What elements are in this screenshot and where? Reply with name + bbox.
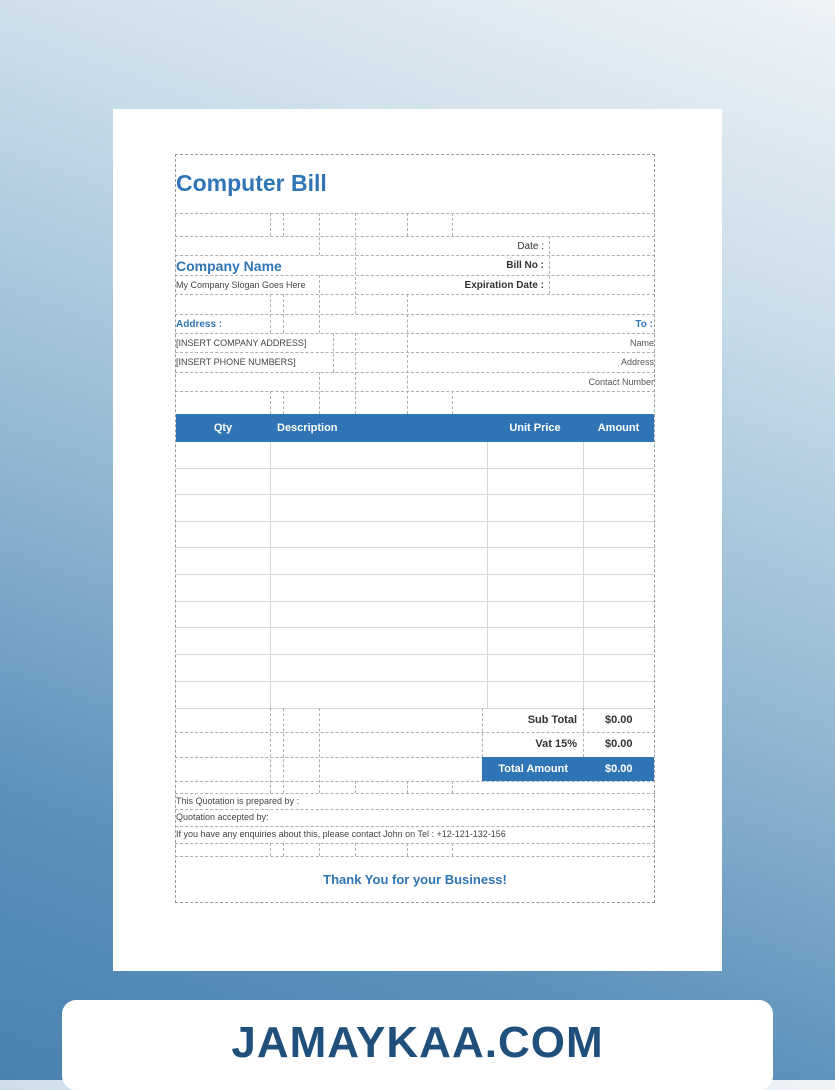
grid-line bbox=[175, 826, 655, 827]
grid-line bbox=[283, 391, 284, 414]
grid-line bbox=[175, 275, 655, 276]
grid-line bbox=[175, 781, 655, 782]
sub-total-value: $0.00 bbox=[605, 714, 633, 726]
phone-numbers: [INSERT PHONE NUMBERS] bbox=[176, 357, 296, 367]
grid-line bbox=[355, 333, 356, 414]
grid-line bbox=[283, 708, 284, 793]
grid-line bbox=[407, 781, 408, 793]
expiration-date-label: Expiration Date : bbox=[464, 280, 544, 291]
grid-line bbox=[283, 294, 284, 333]
thank-you-message: Thank You for your Business! bbox=[323, 872, 507, 887]
grid-line bbox=[549, 236, 550, 294]
brand-logo-text: JAMAYKAA.COM bbox=[231, 1018, 604, 1067]
grid-line bbox=[319, 843, 320, 856]
grid-line bbox=[270, 708, 271, 793]
total-amount-label: Total Amount bbox=[498, 763, 568, 775]
grid-line bbox=[407, 294, 408, 414]
accepted-by-line: Quotation accepted by: bbox=[176, 812, 269, 822]
grid-line bbox=[583, 708, 584, 757]
grid-line bbox=[270, 294, 271, 333]
description-header: Description bbox=[277, 422, 338, 434]
grid-line bbox=[283, 843, 284, 856]
company-slogan: My Company Slogan Goes Here bbox=[176, 280, 306, 290]
vat-value: $0.00 bbox=[605, 738, 633, 750]
grid-line bbox=[175, 314, 655, 315]
grid-line bbox=[175, 352, 655, 353]
recipient-contact: Contact Number bbox=[588, 377, 654, 387]
grid-line bbox=[452, 843, 453, 856]
grid-line bbox=[270, 843, 271, 856]
date-label: Date : bbox=[517, 241, 544, 252]
company-name: Company Name bbox=[176, 258, 282, 274]
grid-line bbox=[452, 391, 453, 414]
enquiries-line: If you have any enquiries about this, please contact John on Tel : +12-121-132-156 bbox=[176, 829, 506, 839]
items-table-header bbox=[176, 414, 654, 442]
grid-line bbox=[175, 856, 655, 857]
bill-title: Computer Bill bbox=[176, 170, 327, 196]
recipient-address: Address bbox=[620, 357, 654, 367]
grid-line bbox=[355, 781, 356, 793]
amount-header: Amount bbox=[597, 422, 640, 434]
qty-header: Qty bbox=[213, 422, 233, 434]
to-label: To : bbox=[635, 319, 653, 330]
grid-line bbox=[175, 255, 655, 256]
grid-line bbox=[270, 391, 271, 414]
grid-line bbox=[319, 275, 320, 333]
table-column-line bbox=[270, 442, 271, 708]
grid-line bbox=[175, 333, 655, 334]
grid-line bbox=[452, 213, 453, 236]
grid-line bbox=[319, 213, 320, 255]
grid-line bbox=[175, 843, 655, 844]
table-column-line bbox=[583, 442, 584, 708]
grid-line bbox=[270, 213, 271, 236]
grid-line bbox=[175, 236, 655, 237]
bill-no-label: Bill No : bbox=[506, 260, 544, 271]
unit-price-header: Unit Price bbox=[509, 422, 561, 434]
grid-line bbox=[452, 781, 453, 793]
grid-line bbox=[175, 809, 655, 810]
grid-line bbox=[175, 793, 655, 794]
grid-line bbox=[355, 213, 356, 314]
grid-line bbox=[175, 391, 655, 392]
grid-line bbox=[333, 333, 334, 372]
watermark-banner bbox=[62, 1000, 773, 1090]
prepared-by-line: This Quotation is prepared by : bbox=[176, 796, 300, 806]
address-label: Address : bbox=[176, 319, 223, 330]
grid-line bbox=[355, 843, 356, 856]
total-amount-value: $0.00 bbox=[605, 763, 633, 775]
grid-line bbox=[175, 213, 655, 214]
grid-line bbox=[175, 294, 655, 295]
grid-line bbox=[407, 213, 408, 236]
grid-line bbox=[319, 708, 320, 793]
grid-line bbox=[407, 843, 408, 856]
company-address: [INSERT COMPANY ADDRESS] bbox=[176, 338, 307, 348]
grid-line bbox=[175, 372, 655, 373]
grid-line bbox=[283, 213, 284, 236]
vat-label: Vat 15% bbox=[535, 738, 577, 750]
recipient-name: Name bbox=[629, 338, 654, 348]
grid-line bbox=[319, 372, 320, 414]
sub-total-label: Sub Total bbox=[527, 714, 577, 726]
table-column-line bbox=[487, 442, 488, 708]
